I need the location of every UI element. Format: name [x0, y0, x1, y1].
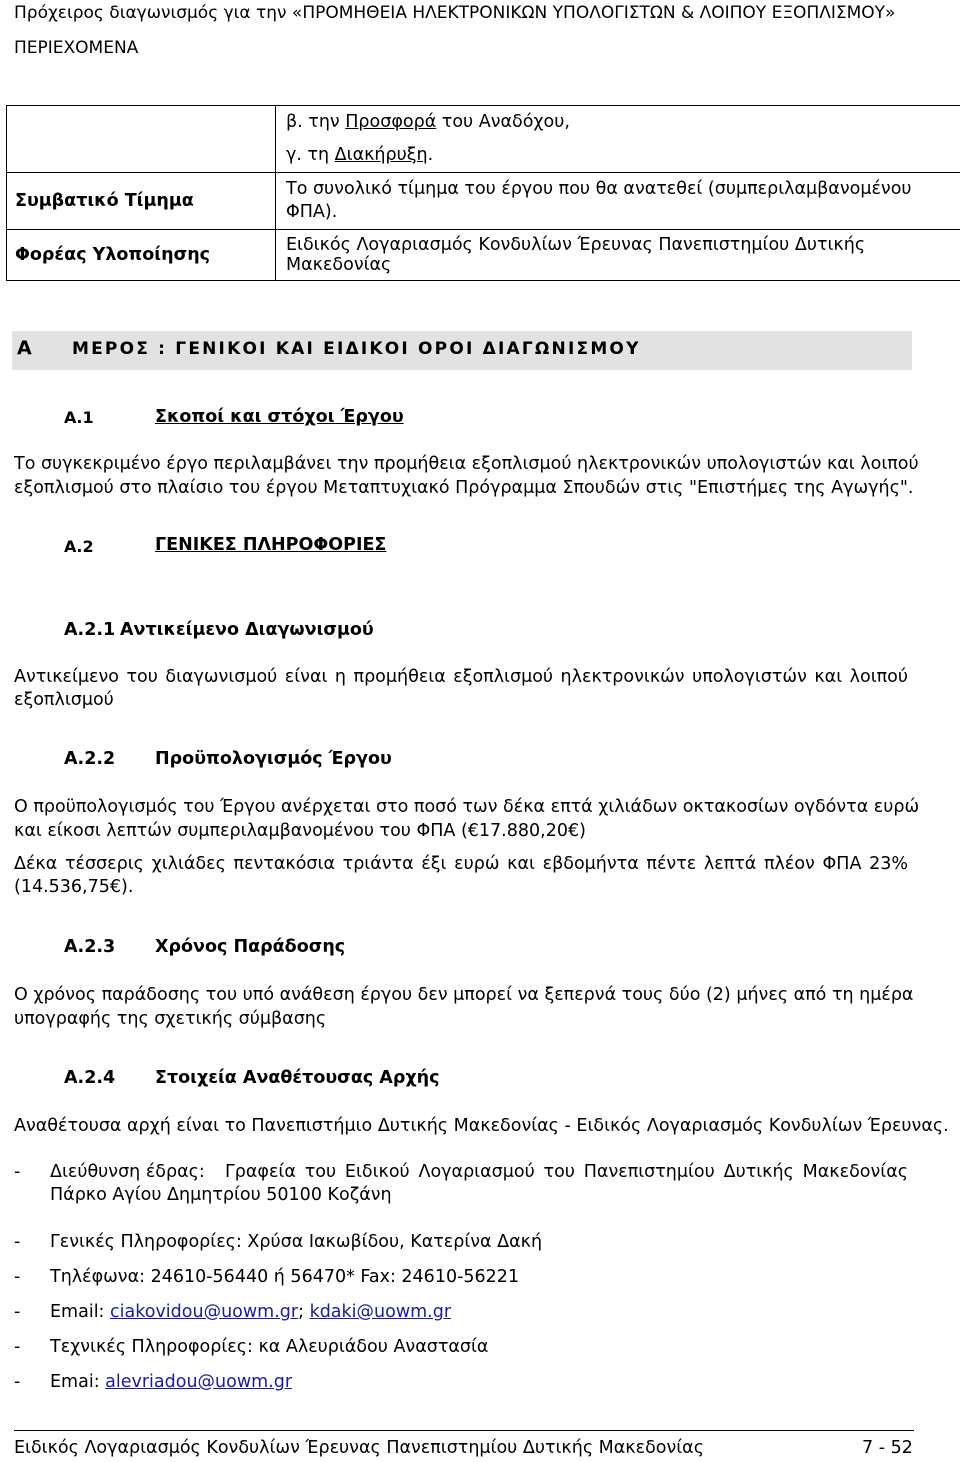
section-title: ΓΕΝΙΚΕΣ ΠΛΗΡΟΦΟΡΙΕΣ: [155, 535, 387, 555]
phone-info: Τηλέφωνα: 24610-56440 ή 56470* Fax: 24610-56221: [50, 1267, 520, 1287]
paragraph-line: Αναθέτουσα αρχή είναι το Πανεπιστήμιο Δυτικής Μακεδονίας - Ειδικός Λογαριασμός Κονδυλίων Έρευνας.: [14, 1116, 949, 1136]
section-number: Α.2.4: [64, 1068, 116, 1088]
item-b: β. την Προσφορά του Αναδόχου,: [286, 112, 570, 132]
address-label: Διεύθυνση έδρας:: [50, 1162, 205, 1182]
section-number: Α.2: [64, 537, 94, 556]
paragraph-line: Ο χρόνος παράδοσης του υπό ανάθεση έργου δεν μπορεί να ξεπερνά τους δύο (2) μήνες από τη ημέρα: [14, 985, 914, 1005]
section-title: Στοιχεία Αναθέτουσας Αρχής: [155, 1068, 440, 1088]
bullet-dash: -: [14, 1302, 21, 1322]
declaration-link[interactable]: Διακήρυξη: [334, 145, 428, 165]
contents-heading: ΠΕΡΙΕΧΟΜΕΝΑ: [14, 38, 139, 58]
section-title: Χρόνος Παράδοσης: [155, 937, 346, 957]
paragraph-line: Δέκα τέσσερις χιλιάδες πεντακόσια τριάντα έξι ευρώ και εβδομήντα πέντε λεπτά πλέον ΦΠΑ 23%: [14, 854, 908, 874]
email-row: Email: ciakovidou@uowm.gr; kdaki@uowm.gr: [50, 1302, 452, 1322]
part-a-letter: Α: [17, 337, 32, 359]
bullet-dash: -: [14, 1162, 21, 1182]
paragraph-line: Ο προϋπολογισμός του Έργου ανέρχεται στο ποσό των δέκα επτά χιλιάδων οκτακοσίων ογδόντα ευρώ: [14, 797, 920, 817]
paragraph-line: και είκοσι λεπτών συμπεριλαμβανομένου του ΦΠΑ (€17.880,20€): [14, 821, 586, 841]
email-link[interactable]: kdaki@uowm.gr: [309, 1302, 452, 1322]
bullet-dash: -: [14, 1337, 21, 1357]
table-cell-continuation: [276, 106, 960, 173]
paragraph-line: υπογραφής της σχετικής σύμβασης: [14, 1009, 327, 1029]
document-header-title: Πρόχειρος διαγωνισμός για την «ΠΡΟΜΗΘΕΙΑ ΗΛΕΚΤΡΟΝΙΚΩΝ ΥΠΟΛΟΓΙΣΤΩΝ & ΛΟΙΠΟΥ ΕΞΟΠΛΙΣΜΟΥ»: [14, 3, 896, 23]
footer-left: Ειδικός Λογαριασμός Κονδυλίων Έρευνας Πανεπιστημίου Δυτικής Μακεδονίας: [14, 1438, 704, 1458]
paragraph-line: εξοπλισμού στο πλαίσιο του έργου Μεταπτυχιακό Πρόγραμμα Σπουδών στις "Επιστήμες της Αγωγής".: [14, 478, 914, 498]
paragraph-line: (14.536,75€).: [14, 877, 134, 897]
section-title: Προϋπολογισμός Έργου: [155, 749, 392, 769]
price-value: Το συνολικό τίμημα του έργου που θα ανατεθεί (συμπεριλαμβανομένου ΦΠΑ).: [276, 173, 960, 230]
section-number: Α.1: [64, 408, 94, 427]
contact-info: Γενικές Πληροφορίες: Χρύσα Ιακωβίδου, Κατερίνα Δακή: [50, 1232, 543, 1252]
section-number: Α.2.2: [64, 749, 116, 769]
email-link[interactable]: ciakovidou@uowm.gr: [110, 1302, 299, 1322]
bullet-dash: -: [14, 1372, 21, 1392]
section-number: Α.2.1: [64, 620, 116, 640]
section-title: Σκοποί και στόχοι Έργου: [155, 407, 404, 427]
paragraph-line: Αντικείμενο του διαγωνισμού είναι η προμήθεια εξοπλισμού ηλεκτρονικών υπολογιστών και λοιπού: [14, 667, 908, 687]
offer-link[interactable]: Προσφορά: [345, 112, 437, 132]
technical-info: Τεχνικές Πληροφορίες: κα Αλευριάδου Αναστασία: [50, 1337, 489, 1357]
part-a-title: ΜΕΡΟΣ : ΓΕΝΙΚΟΙ ΚΑΙ ΕΙΔΙΚΟΙ ΟΡΟΙ ΔΙΑΓΩΝΙΣΜΟΥ: [72, 339, 641, 359]
contract-info-table: [6, 105, 960, 281]
section-number: Α.2.3: [64, 937, 116, 957]
table-row: [7, 173, 960, 230]
item-c: γ. τη Διακήρυξη.: [286, 145, 434, 165]
bullet-dash: -: [14, 1232, 21, 1252]
email-link[interactable]: alevriadou@uowm.gr: [105, 1372, 293, 1392]
paragraph-line: εξοπλισμού: [14, 690, 114, 710]
address-line: Γραφεία του Ειδικού Λογαριασμού του Πανεπιστημίου Δυτικής Μακεδονίας: [225, 1162, 908, 1182]
paragraph-line: Το συγκεκριμένο έργο περιλαμβάνει την προμήθεια εξοπλισμού ηλεκτρονικών υπολογιστών και λοιπού: [14, 454, 919, 474]
agency-value: Ειδικός Λογαριασμός Κονδυλίων Έρευνας Πανεπιστημίου Δυτικής Μακεδονίας: [276, 230, 960, 281]
section-title: Αντικείμενο Διαγωνισμού: [120, 620, 374, 640]
email-row: Emai: alevriadou@uowm.gr: [50, 1372, 293, 1392]
table-cell-empty: [7, 106, 276, 173]
bullet-dash: -: [14, 1267, 21, 1287]
table-row: [7, 106, 960, 173]
address-line: Πάρκο Αγίου Δημητρίου 50100 Κοζάνη: [50, 1185, 392, 1205]
footer-divider: [14, 1430, 914, 1431]
table-row: [7, 230, 960, 281]
page-number: 7 - 52: [862, 1438, 913, 1458]
agency-label: Φορέας Υλοποίησης: [7, 230, 276, 281]
price-label: Συμβατικό Τίμημα: [7, 173, 276, 230]
